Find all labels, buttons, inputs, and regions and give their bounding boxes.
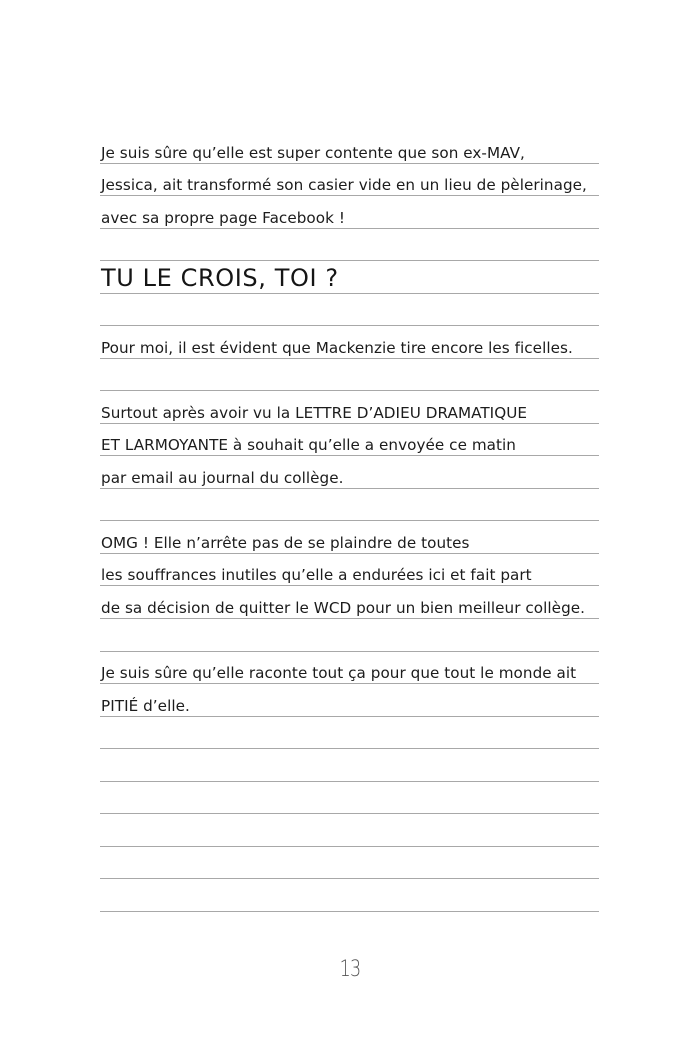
ruled-line-9 xyxy=(100,392,599,424)
ruled-line-2 xyxy=(100,164,599,196)
ruled-line-24 xyxy=(100,880,599,912)
ruled-line-5 xyxy=(100,262,599,294)
page-number: 13 xyxy=(339,957,361,982)
ruled-line-7 xyxy=(100,327,599,359)
ruled-line-6 xyxy=(100,294,599,326)
ruled-line-10 xyxy=(100,424,599,456)
ruled-lines-area xyxy=(100,0,599,1050)
diary-heading: TU LE CROIS, TOI ? xyxy=(101,264,339,292)
diary-text-line: PITIÉ d’elle. xyxy=(101,696,190,715)
diary-text-line: les souffrances inutiles qu’elle a endurées ici et fait part xyxy=(101,565,532,584)
ruled-line-4 xyxy=(100,229,599,261)
diary-text-line: Je suis sûre qu’elle raconte tout ça pour que tout le monde ait xyxy=(101,663,577,682)
ruled-line-21 xyxy=(100,782,599,814)
diary-text-line: Pour moi, il est évident que Mackenzie tire encore les ficelles. xyxy=(101,338,573,357)
ruled-line-23 xyxy=(100,847,599,879)
diary-text-line: Surtout après avoir vu la LETTRE D’ADIEU DRAMATIQUE xyxy=(101,403,528,422)
ruled-line-3 xyxy=(100,197,599,229)
ruled-line-19 xyxy=(100,717,599,749)
diary-text-line: OMG ! Elle n’arrête pas de se plaindre de toutes xyxy=(101,533,470,552)
ruled-line-14 xyxy=(100,554,599,586)
diary-text-line: Je suis sûre qu’elle est super contente que son ex-MAV, xyxy=(101,143,525,162)
ruled-line-16 xyxy=(100,620,599,652)
ruled-line-1 xyxy=(100,132,599,164)
ruled-line-12 xyxy=(100,489,599,521)
ruled-line-22 xyxy=(100,815,599,847)
ruled-line-20 xyxy=(100,750,599,782)
ruled-line-11 xyxy=(100,457,599,489)
ruled-line-13 xyxy=(100,522,599,554)
diary-text-line: avec sa propre page Facebook ! xyxy=(101,208,345,227)
diary-text-line: par email au journal du collège. xyxy=(101,468,344,487)
diary-text-line: Jessica, ait transformé son casier vide en un lieu de pèlerinage, xyxy=(101,175,587,194)
diary-text-line: de sa décision de quitter le WCD pour un bien meilleur collège. xyxy=(101,598,586,617)
ruled-line-15 xyxy=(100,587,599,619)
diary-text-line: ET LARMOYANTE à souhait qu’elle a envoyée ce matin xyxy=(101,435,516,454)
ruled-line-18 xyxy=(100,685,599,717)
ruled-line-8 xyxy=(100,359,599,391)
ruled-line-17 xyxy=(100,652,599,684)
